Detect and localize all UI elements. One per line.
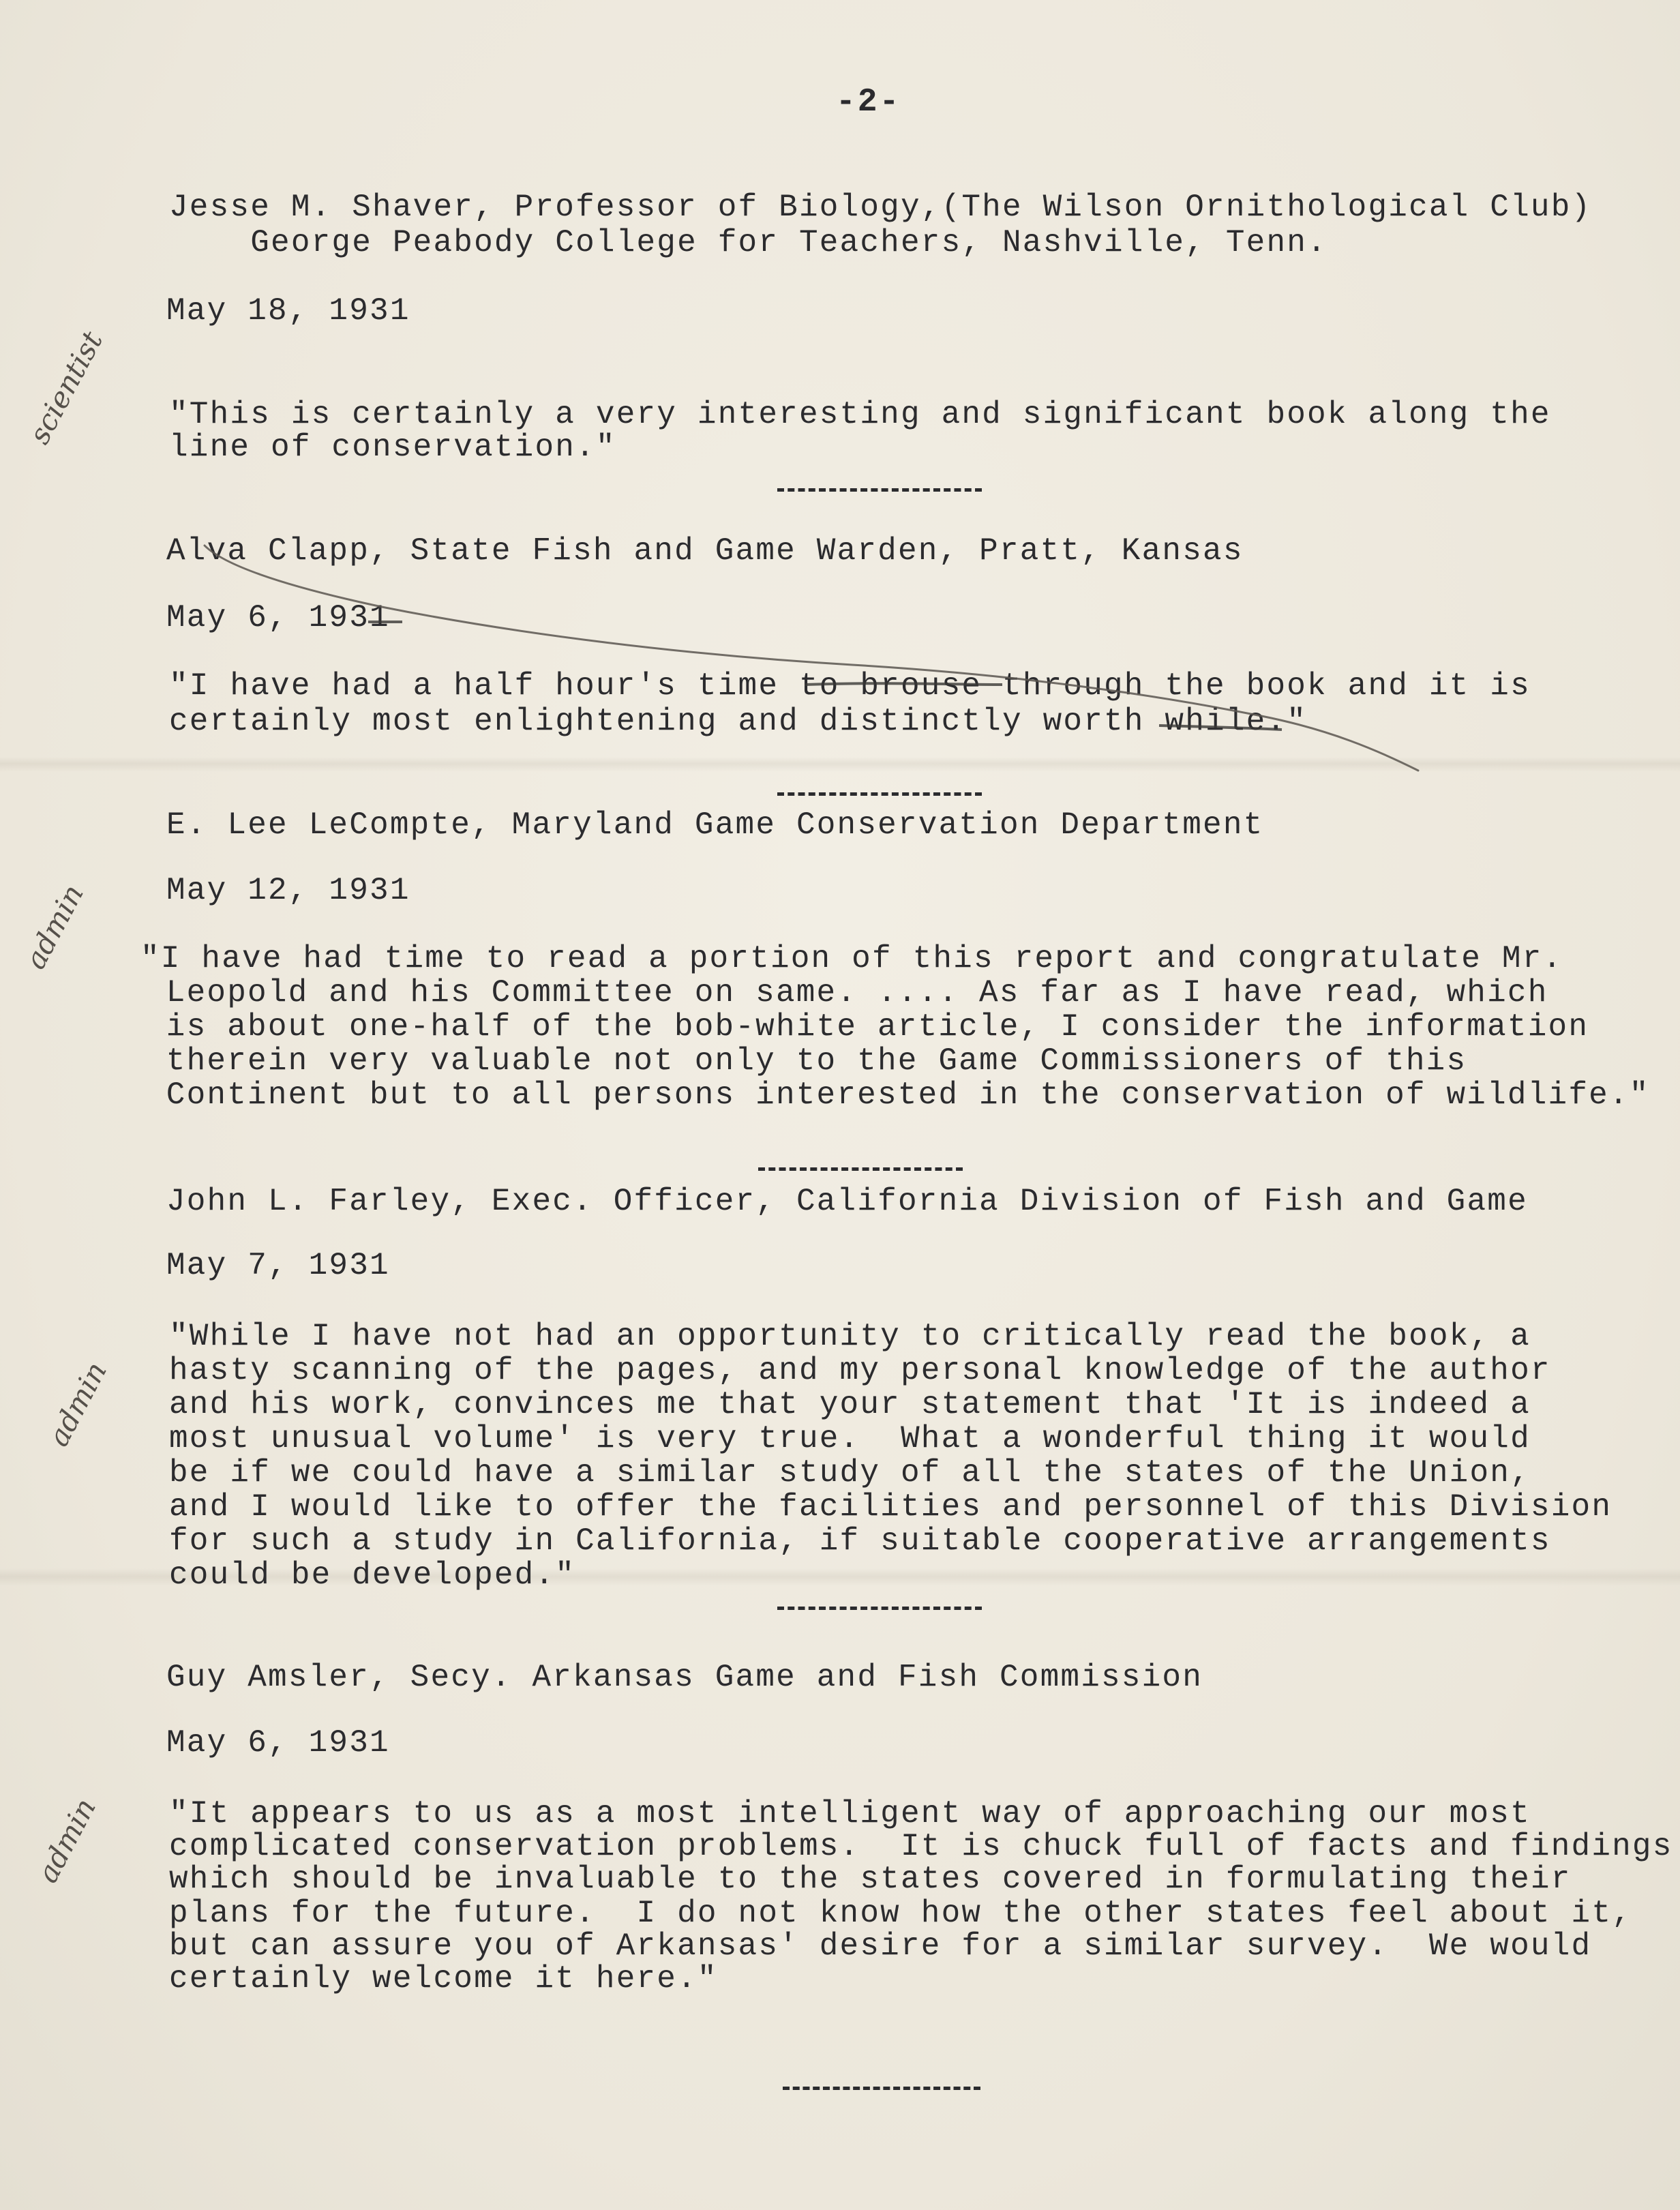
entry-date: May 18, 1931 <box>166 293 410 329</box>
entry-header: George Peabody College for Teachers, Nashville, Tenn. <box>169 225 1328 260</box>
quote-line: hasty scanning of the pages, and my personal knowledge of the author <box>169 1353 1551 1388</box>
entry-header: John L. Farley, Exec. Officer, California Division of Fish and Game <box>166 1184 1528 1219</box>
quote-line: could be developed." <box>169 1557 576 1593</box>
entry-date: May 6, 1931 <box>166 1725 390 1761</box>
quote-line: and I would like to offer the facilities and personnel of this Division <box>169 1489 1612 1525</box>
quote-line: for such a study in California, if suitable cooperative arrangements <box>169 1523 1551 1559</box>
quote-line: certainly most enlightening and distinctly worth while." <box>169 704 1308 739</box>
quote-line: "This is certainly a very interesting and significant book along the <box>169 397 1551 432</box>
section-divider <box>783 2087 980 2090</box>
quote-line: plans for the future. I do not know how the other states feel about it, <box>169 1896 1632 1931</box>
page-number: -2- <box>836 84 901 121</box>
quote-line: therein very valuable not only to the Game Commissioners of this <box>146 1043 1467 1079</box>
entry-header: E. Lee LeCompte, Maryland Game Conservation Department <box>166 807 1264 843</box>
entry-date: May 6, 1931 <box>166 600 390 636</box>
quote-line: be if we could have a similar study of all the states of the Union, <box>169 1455 1531 1491</box>
quote-line: certainly welcome it here." <box>169 1961 718 1997</box>
quote-line: line of conservation." <box>169 430 616 465</box>
margin-annotation: admin <box>30 1793 103 1888</box>
quote-line: "I have had a half hour's time to brouse through the book and it is <box>169 668 1531 704</box>
section-divider <box>758 1167 963 1171</box>
entry-header: Jesse M. Shaver, Professor of Biology,(The Wilson Ornithological Club) <box>169 190 1592 225</box>
quote-line: complicated conservation problems. It is chuck full of facts and findings <box>169 1829 1673 1864</box>
section-divider <box>777 792 982 796</box>
quote-line: "It appears to us as a most intelligent way of approaching our most <box>169 1796 1531 1832</box>
margin-annotation: admin <box>18 879 91 974</box>
quote-line: most unusual volume' is very true. What a wonderful thing it would <box>169 1421 1531 1457</box>
entry-date: May 12, 1931 <box>166 873 410 908</box>
quote-line: "While I have not had an opportunity to critically read the book, a <box>169 1319 1531 1354</box>
entry-date: May 7, 1931 <box>166 1248 390 1283</box>
quote-line: but can assure you of Arkansas' desire for a similar survey. We would <box>169 1928 1592 1964</box>
quote-line: Leopold and his Committee on same. .... As far as I have read, which <box>146 975 1548 1011</box>
section-divider <box>777 1607 982 1610</box>
quote-line: "I have had time to read a portion of this report and congratulate Mr. <box>140 941 1563 976</box>
quote-line: which should be invaluable to the states covered in formulating their <box>169 1862 1572 1897</box>
margin-annotation: admin <box>41 1356 114 1452</box>
section-divider <box>777 488 982 492</box>
quote-line: Continent but to all persons interested in the conservation of wildlife." <box>146 1077 1650 1113</box>
quote-line: is about one-half of the bob-white article, I consider the information <box>146 1009 1589 1045</box>
entry-header: Guy Amsler, Secy. Arkansas Game and Fish Commission <box>166 1660 1203 1695</box>
entry-header: Alva Clapp, State Fish and Game Warden, Pratt, Kansas <box>166 533 1244 569</box>
quote-line: and his work, convinces me that your statement that 'It is indeed a <box>169 1387 1531 1422</box>
margin-annotation: scientist <box>22 325 110 449</box>
